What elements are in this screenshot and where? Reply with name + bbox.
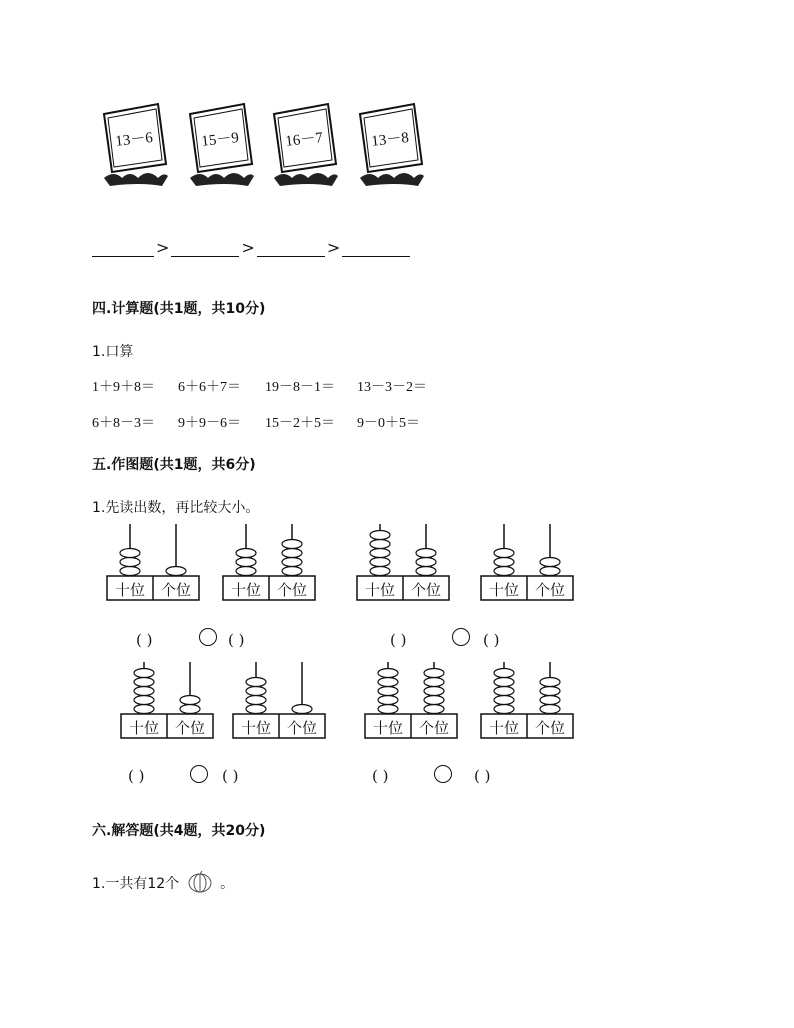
abacus-bead-tens — [378, 705, 398, 714]
calc-row — [92, 376, 447, 396]
answer-paren[interactable]: ( ) — [222, 767, 239, 785]
abacus — [480, 520, 576, 608]
abacus — [356, 520, 452, 608]
abacus-bead-tens — [370, 567, 390, 576]
pumpkin-icon — [187, 870, 213, 898]
abacus-bead-tens — [378, 669, 398, 678]
abacus-bead-ones — [416, 558, 436, 567]
abacus-bead-ones — [540, 696, 560, 705]
abacus-bead-tens — [494, 669, 514, 678]
abacus-bead-tens — [246, 696, 266, 705]
tens-label: 十位 — [240, 719, 271, 737]
calc-item: 6＋8－3＝ — [92, 416, 155, 431]
answer-paren[interactable]: ( ) — [136, 631, 153, 649]
abacus — [364, 658, 460, 746]
abacus-bead-tens — [370, 540, 390, 549]
abacus-bead-tens — [134, 705, 154, 714]
abacus-bead-tens — [494, 567, 514, 576]
abacus-bead-tens — [378, 696, 398, 705]
abacus-bead-tens — [246, 687, 266, 696]
abacus-bead-tens — [378, 687, 398, 696]
card-text: 13－6 — [114, 130, 154, 150]
question-label: 1.口算 — [92, 344, 134, 360]
abacus-bead-tens — [494, 678, 514, 687]
tens-label: 十位 — [488, 581, 519, 599]
problem-card-3 — [270, 100, 340, 190]
question-label — [92, 870, 234, 898]
abacus-bead-tens — [236, 567, 256, 576]
calc-item: 19－8－1＝ — [265, 380, 335, 395]
abacus — [106, 520, 202, 608]
card-text: 13－8 — [370, 130, 410, 150]
abacus-bead-ones — [540, 678, 560, 687]
answer-paren[interactable]: ( ) — [390, 631, 407, 649]
abacus-bead-ones — [424, 678, 444, 687]
abacus-bead-ones — [424, 705, 444, 714]
tens-label: 十位 — [372, 719, 403, 737]
problem-card-1 — [100, 100, 170, 190]
abacus-bead-ones — [180, 696, 200, 705]
answer-paren[interactable]: ( ) — [372, 767, 389, 785]
greater-than-symbol: > — [326, 238, 341, 257]
abacus — [222, 520, 318, 608]
problem-card-2 — [186, 100, 256, 190]
abacus-bead-tens — [370, 549, 390, 558]
abacus-bead-ones — [166, 567, 186, 576]
answer-blank[interactable] — [92, 242, 154, 257]
abacus — [480, 658, 576, 746]
abacus-bead-tens — [246, 705, 266, 714]
abacus-bead-tens — [494, 549, 514, 558]
abacus-bead-tens — [494, 687, 514, 696]
abacus-bead-tens — [494, 696, 514, 705]
answer-blank[interactable] — [342, 242, 410, 257]
abacus-bead-ones — [540, 558, 560, 567]
card-text: 15－9 — [200, 130, 240, 150]
abacus-bead-tens — [378, 678, 398, 687]
abacus-bead-tens — [134, 669, 154, 678]
tens-label: 十位 — [128, 719, 159, 737]
abacus-bead-ones — [424, 696, 444, 705]
abacus-bead-tens — [134, 696, 154, 705]
abacus-bead-tens — [134, 678, 154, 687]
calc-item: 9＋9－6＝ — [178, 416, 241, 431]
ones-label: 个位 — [534, 719, 565, 737]
ordering-blanks — [92, 238, 410, 257]
abacus-bead-tens — [246, 678, 266, 687]
ones-label: 个位 — [174, 719, 205, 737]
abacus-bead-ones — [282, 540, 302, 549]
calc-item: 13－3－2＝ — [357, 380, 427, 395]
abacus-bead-ones — [540, 687, 560, 696]
greater-than-symbol: > — [241, 238, 255, 257]
ones-label: 个位 — [410, 581, 441, 599]
abacus-bead-ones — [424, 669, 444, 678]
abacus-bead-ones — [282, 567, 302, 576]
ones-label: 个位 — [534, 581, 565, 599]
abacus-bead-ones — [416, 549, 436, 558]
section-heading: 六.解答题(共4题，共20分) — [92, 823, 266, 839]
tens-label: 十位 — [364, 581, 395, 599]
calc-item: 15－2＋5＝ — [265, 416, 335, 431]
answer-paren[interactable]: ( ) — [483, 631, 500, 649]
compare-circle[interactable] — [452, 628, 470, 646]
ones-label: 个位 — [418, 719, 449, 737]
abacus-bead-ones — [180, 705, 200, 714]
section-heading: 四.计算题(共1题，共10分) — [92, 301, 266, 317]
greater-than-symbol: > — [156, 238, 170, 257]
abacus-bead-tens — [370, 558, 390, 567]
ones-label: 个位 — [286, 719, 317, 737]
question-text: 1.一共有12个 — [92, 876, 180, 892]
abacus-bead-ones — [416, 567, 436, 576]
answer-paren[interactable]: ( ) — [128, 767, 145, 785]
question-end: 。 — [220, 876, 235, 892]
compare-circle[interactable] — [190, 765, 208, 783]
abacus-bead-ones — [282, 549, 302, 558]
answer-blank[interactable] — [257, 242, 325, 257]
tens-label: 十位 — [488, 719, 519, 737]
compare-circle[interactable] — [199, 628, 217, 646]
ones-label: 个位 — [160, 581, 191, 599]
abacus-bead-ones — [540, 705, 560, 714]
abacus-bead-ones — [292, 705, 312, 714]
abacus-bead-tens — [494, 705, 514, 714]
abacus-bead-ones — [282, 558, 302, 567]
calc-item: 1＋9＋8＝ — [92, 380, 155, 395]
question-label: 1.先读出数，再比较大小。 — [92, 500, 260, 516]
abacus-bead-tens — [120, 567, 140, 576]
problem-card-4 — [356, 100, 426, 190]
tens-label: 十位 — [114, 581, 145, 599]
abacus-bead-tens — [236, 558, 256, 567]
abacus — [232, 658, 328, 746]
abacus-bead-ones — [424, 687, 444, 696]
abacus-bead-tens — [494, 558, 514, 567]
compare-circle[interactable] — [434, 765, 452, 783]
abacus-bead-tens — [134, 687, 154, 696]
abacus-bead-ones — [540, 567, 560, 576]
abacus-bead-tens — [120, 549, 140, 558]
answer-blank[interactable] — [171, 242, 239, 257]
answer-paren[interactable]: ( ) — [228, 631, 245, 649]
calc-item: 6＋6＋7＝ — [178, 380, 241, 395]
abacus-bead-tens — [370, 531, 390, 540]
calc-row — [92, 412, 447, 432]
abacus — [120, 658, 216, 746]
section-heading: 五.作图题(共1题，共6分) — [92, 457, 256, 473]
answer-paren[interactable]: ( ) — [474, 767, 491, 785]
abacus-bead-tens — [236, 549, 256, 558]
abacus-bead-tens — [120, 558, 140, 567]
ones-label: 个位 — [276, 581, 307, 599]
tens-label: 十位 — [230, 581, 261, 599]
card-text: 16－7 — [284, 130, 324, 150]
calc-item: 9－0＋5＝ — [357, 416, 420, 431]
